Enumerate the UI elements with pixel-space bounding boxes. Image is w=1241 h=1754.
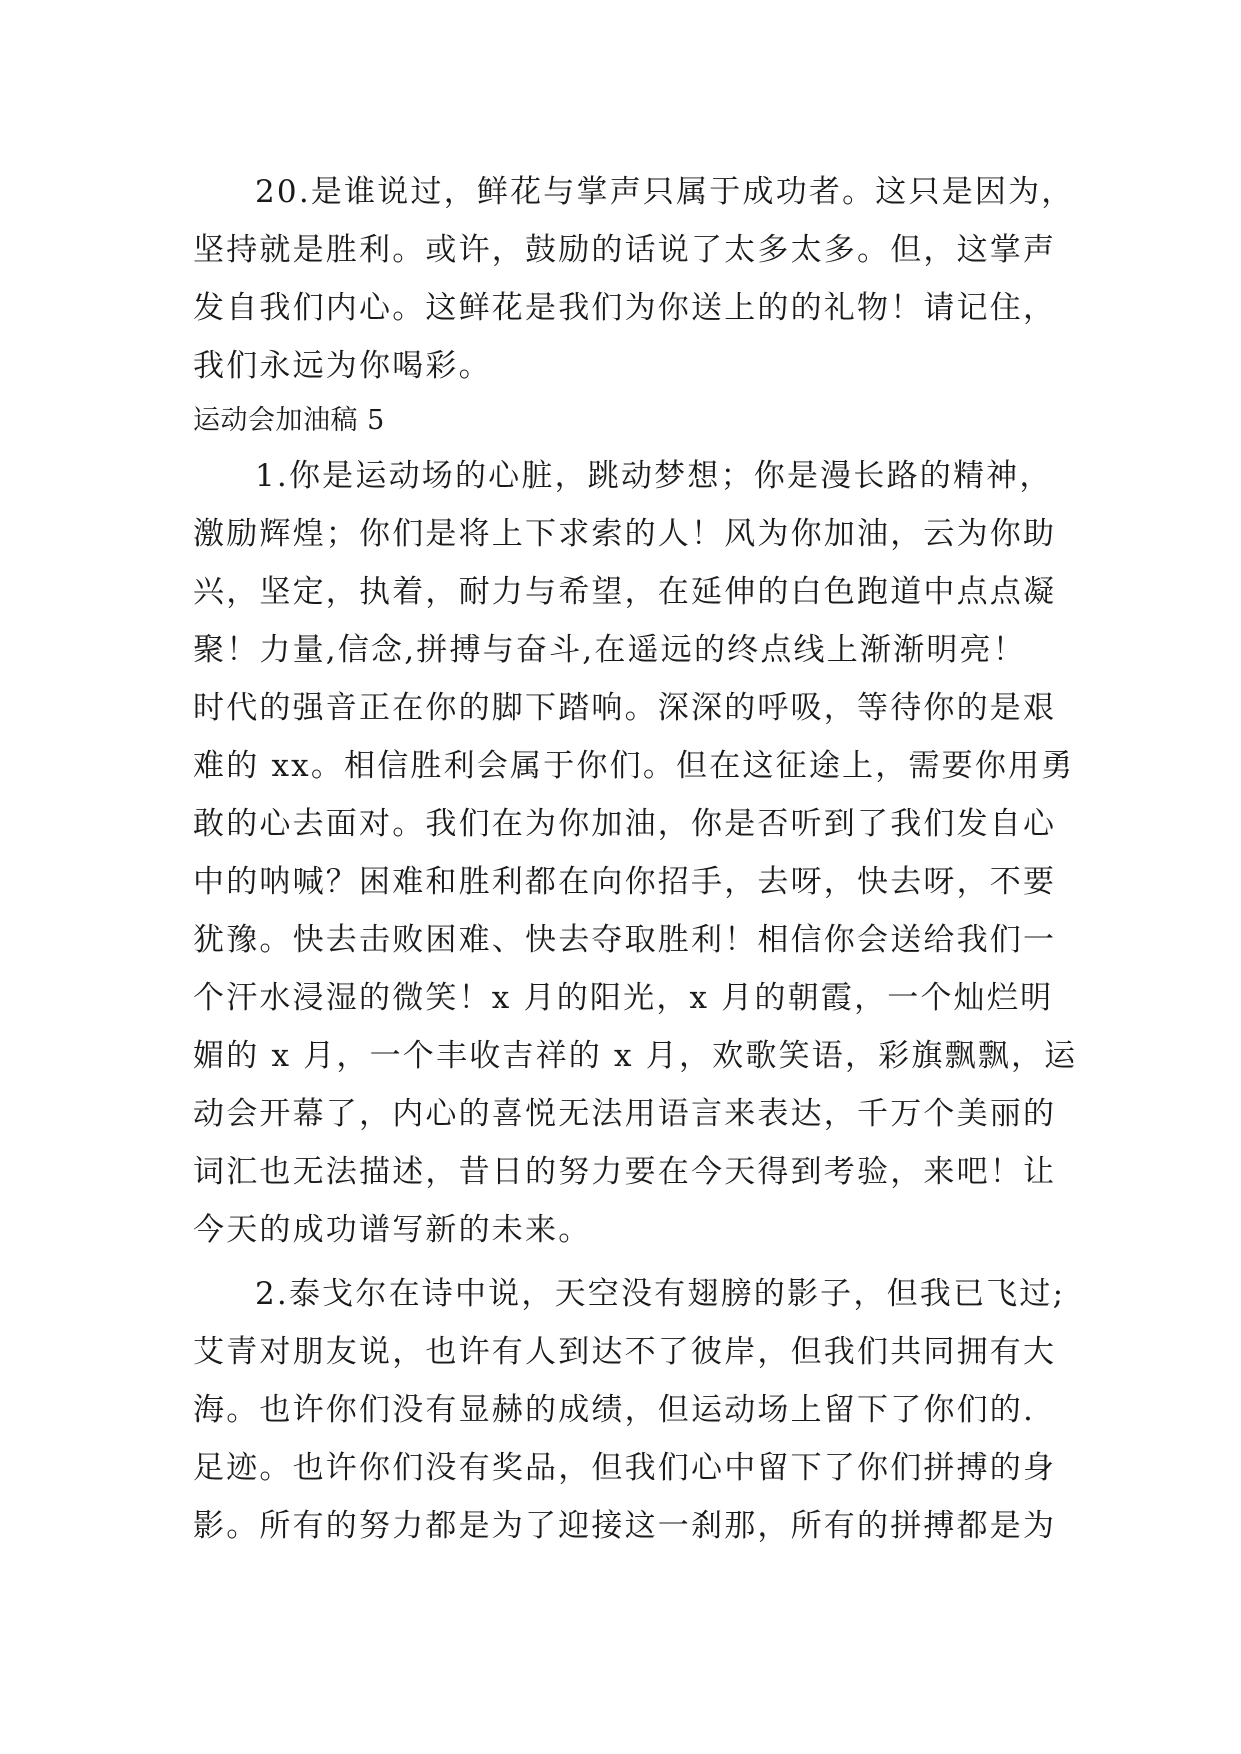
text-line: 足迹。也许你们没有奖品，但我们心中留下了你们拼搏的身 [193, 1450, 1057, 1486]
text-line: 发自我们内心。这鲜花是我们为你送上的的礼物！请记住， [193, 290, 1057, 326]
text-line: 1.你是运动场的心脏，跳动梦想；你是漫长路的精神， [255, 458, 1053, 494]
text-line: 敢的心去面对。我们在为你加油，你是否听到了我们发自心 [193, 806, 1057, 842]
text-line: 今天的成功谱写新的未来。 [193, 1212, 592, 1248]
text-line: 海。也许你们没有显赫的成绩，但运动场上留下了你们的. [193, 1392, 1036, 1428]
section-heading: 运动会加油稿 5 [193, 405, 385, 436]
paragraph-1 [193, 447, 1078, 1259]
text-line: 聚！力量,信念,拼搏与奋斗,在遥远的终点线上渐渐明亮！ [193, 632, 1026, 668]
document-body [193, 163, 1078, 1555]
text-line: 中的呐喊？困难和胜利都在向你招手，去呀，快去呀，不要 [193, 864, 1057, 900]
text-line: 影。所有的努力都是为了迎接这一刹那，所有的拼搏都是为 [193, 1508, 1057, 1544]
text-line: 动会开幕了，内心的喜悦无法用语言来表达，千万个美丽的 [193, 1096, 1057, 1132]
text-line: 激励辉煌；你们是将上下求索的人！风为你加油，云为你助 [193, 516, 1057, 552]
paragraph-20 [193, 163, 1073, 395]
text-line: 20.是谁说过，鲜花与掌声只属于成功者。这只是因为， [255, 174, 1075, 210]
text-line: 个汗水浸湿的微笑！x 月的阳光，x 月的朝霞，一个灿烂明 [193, 980, 1054, 1016]
text-line: 艾青对朋友说，也许有人到达不了彼岸，但我们共同拥有大 [193, 1334, 1057, 1370]
text-line: 坚持就是胜利。或许，鼓励的话说了太多太多。但，这掌声 [193, 232, 1057, 268]
text-line: 时代的强音正在你的脚下踏响。深深的呼吸，等待你的是艰 [193, 690, 1057, 726]
text-line: 词汇也无法描述，昔日的努力要在今天得到考验，来吧！让 [193, 1154, 1057, 1190]
text-line: 犹豫。快去击败困难、快去夺取胜利！相信你会送给我们一 [193, 922, 1057, 958]
paragraph-2 [193, 1265, 1073, 1555]
text-line: 兴，坚定，执着，耐力与希望，在延伸的白色跑道中点点凝 [193, 574, 1057, 610]
text-line: 媚的 x 月，一个丰收吉祥的 x 月，欢歌笑语，彩旗飘飘，运 [193, 1038, 1078, 1074]
text-line: 我们永远为你喝彩。 [193, 348, 492, 384]
text-line: 难的 xx。相信胜利会属于你们。但在这征途上，需要你用勇 [193, 748, 1075, 784]
text-line: 2.泰戈尔在诗中说，天空没有翅膀的影子，但我已飞过; [255, 1276, 1066, 1312]
